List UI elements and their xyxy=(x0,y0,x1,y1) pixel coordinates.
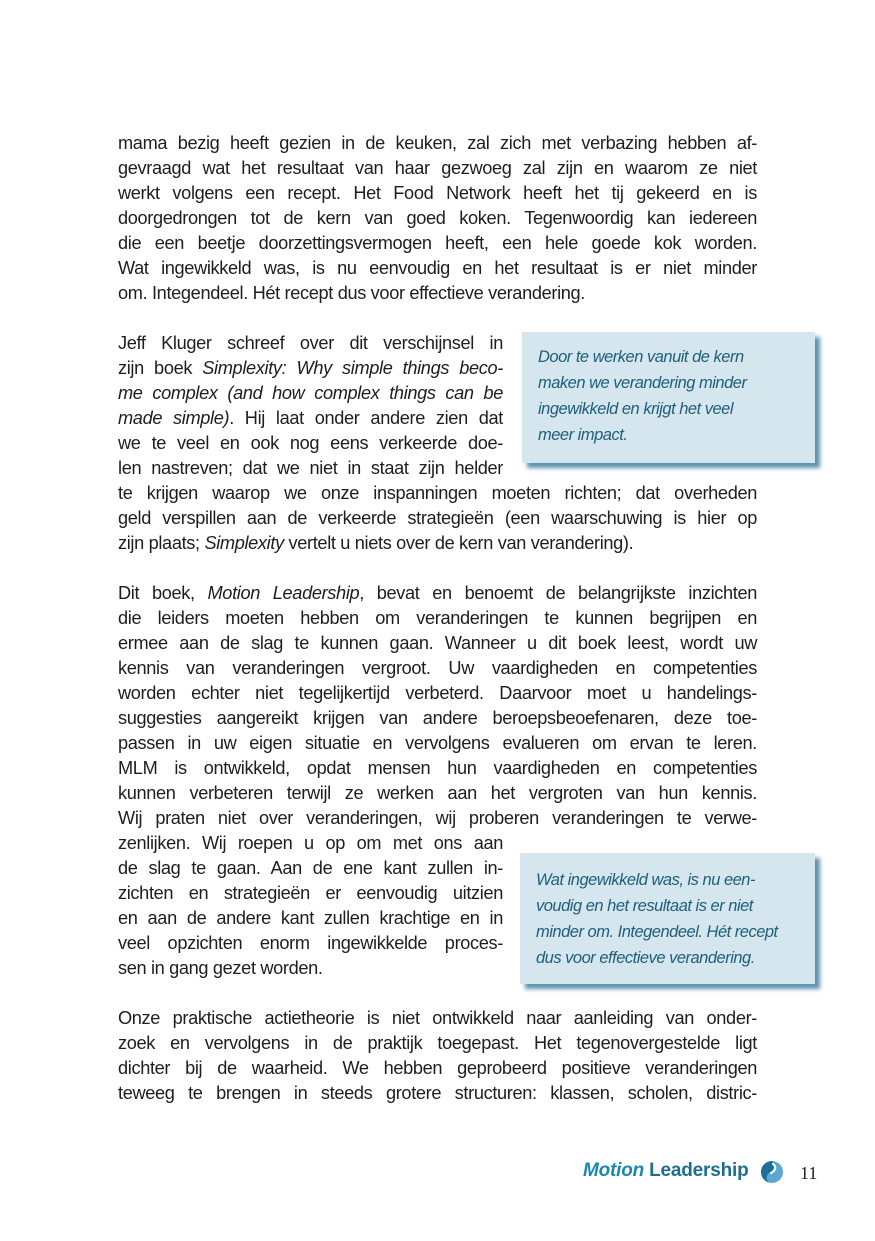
pull-quote-line: Wat ingewikkeld was, is nu een- xyxy=(536,871,755,889)
text-line: en aan de andere kant zullen krachtige en in xyxy=(118,908,503,928)
text-line: zichten en strategieën er eenvoudig uitzien xyxy=(118,883,503,903)
text-run: Dit boek, xyxy=(118,583,208,603)
pull-quote-line: Door te werken vanuit de kern xyxy=(538,348,744,366)
text-line: kennis van veranderingen vergroot. Uw vaardigheden en competenties xyxy=(118,658,757,678)
text-line: werkt volgens een recept. Het Food Network heeft het tij gekeerd en is xyxy=(118,183,757,203)
pull-quote-line: voudig en het resultaat is er niet xyxy=(536,897,753,915)
pull-quote-line: dus voor effectieve verandering. xyxy=(536,949,755,967)
text-line xyxy=(118,581,757,606)
pull-quote-1 xyxy=(522,332,815,463)
text-line xyxy=(118,356,503,381)
pull-quote-line: ingewikkeld en krijgt het veel xyxy=(538,400,734,418)
text-line: passen in uw eigen situatie en vervolgens evalueren om ervan te leren. xyxy=(118,733,757,753)
text-line: zoek en vervolgens in de praktijk toegepast. Het tegenovergestelde ligt xyxy=(118,1033,757,1053)
page-number: 11 xyxy=(800,1163,818,1183)
text-line: gevraagd wat het resultaat van haar gezwoeg zal zijn en waarom ze niet xyxy=(118,158,757,178)
book-title: Simplexity: Why simple things beco- xyxy=(202,358,503,378)
text-line: Wat ingewikkeld was, is nu eenvoudig en het resultaat is er niet minder xyxy=(118,258,757,278)
text-line: suggesties aangereikt krijgen van andere beroepsbeoefenaren, deze toe- xyxy=(118,708,757,728)
brand-motion: Motion xyxy=(583,1160,645,1181)
text-line xyxy=(118,406,503,431)
text-line xyxy=(118,531,757,556)
text-line: geld verspillen aan de verkeerde strategieën (een waarschuwing is hier op xyxy=(118,508,757,528)
text-line: Wij praten niet over veranderingen, wij proberen veranderingen te verwe- xyxy=(118,808,757,828)
text-line: doorgedrongen tot de kern van goed koken. Tegenwoordig kan iedereen xyxy=(118,208,757,228)
text-line: ermee aan de slag te kunnen gaan. Wanneer u dit boek leest, wordt uw xyxy=(118,633,757,653)
book-title: me complex (and how complex things can be xyxy=(118,383,503,403)
text-line: dichter bij de waarheid. We hebben geprobeerd positieve veranderingen xyxy=(118,1058,757,1078)
text-line: MLM is ontwikkeld, opdat mensen hun vaardigheden en competenties xyxy=(118,758,757,778)
pull-quote-line: maken we verandering minder xyxy=(538,374,747,392)
text-line: de slag te gaan. Aan de ene kant zullen in- xyxy=(118,858,503,878)
text-run: , bevat en benoemt de belangrijkste inzichten xyxy=(359,583,758,603)
text-line: mama bezig heeft gezien in de keuken, zal zich met verbazing hebben af- xyxy=(118,133,757,153)
text-line: te krijgen waarop we onze inspanningen moeten richten; dat overheden xyxy=(118,483,757,503)
book-title: Simplexity xyxy=(204,533,284,553)
text-line: veel opzichten enorm ingewikkelde proces- xyxy=(118,933,503,953)
text-line: worden echter niet tegelijkertijd verbeterd. Daarvoor moet u handelings- xyxy=(118,683,757,703)
text-line: teweeg te brengen in steeds grotere structuren: klassen, scholen, distric- xyxy=(118,1083,757,1103)
pull-quote-line: meer impact. xyxy=(538,426,628,444)
text-line: om. Integendeel. Hét recept dus voor effectieve verandering. xyxy=(118,283,585,303)
book-title: Motion Leadership xyxy=(207,583,360,603)
text-line: zenlijken. Wij roepen u op om met ons aan xyxy=(118,833,503,853)
text-run: zijn plaats; xyxy=(118,533,205,553)
text-line: kunnen verbeteren terwijl ze werken aan het vergroten van hun kennis. xyxy=(118,783,757,803)
brand-leadership: Leadership xyxy=(644,1160,749,1181)
text-line: die een beetje doorzettingsvermogen heeft, een hele goede kok worden. xyxy=(118,233,757,253)
text-line: Onze praktische actietheorie is niet ontwikkeld naar aanleiding van onder- xyxy=(118,1008,757,1028)
text-line: die leiders moeten hebben om veranderingen te kunnen begrijpen en xyxy=(118,608,757,628)
text-run: . Hij laat onder andere zien dat xyxy=(229,408,503,428)
text-line: Jeff Kluger schreef over dit verschijnsel in xyxy=(118,333,503,353)
book-title: made simple) xyxy=(118,408,230,428)
text-line xyxy=(118,381,503,406)
text-run: zijn boek xyxy=(118,358,203,378)
text-line: len nastreven; dat we niet in staat zijn helder xyxy=(118,458,503,478)
footer-brand xyxy=(583,1160,749,1182)
text-line: we te veel en ook nog eens verkeerde doe- xyxy=(118,433,503,453)
motion-leadership-swirl-icon xyxy=(760,1160,784,1184)
text-run: vertelt u niets over de kern van verandering). xyxy=(283,533,634,553)
pull-quote-line: minder om. Integendeel. Hét recept xyxy=(536,923,778,941)
text-line: sen in gang gezet worden. xyxy=(118,958,323,978)
pull-quote-2 xyxy=(520,853,815,984)
